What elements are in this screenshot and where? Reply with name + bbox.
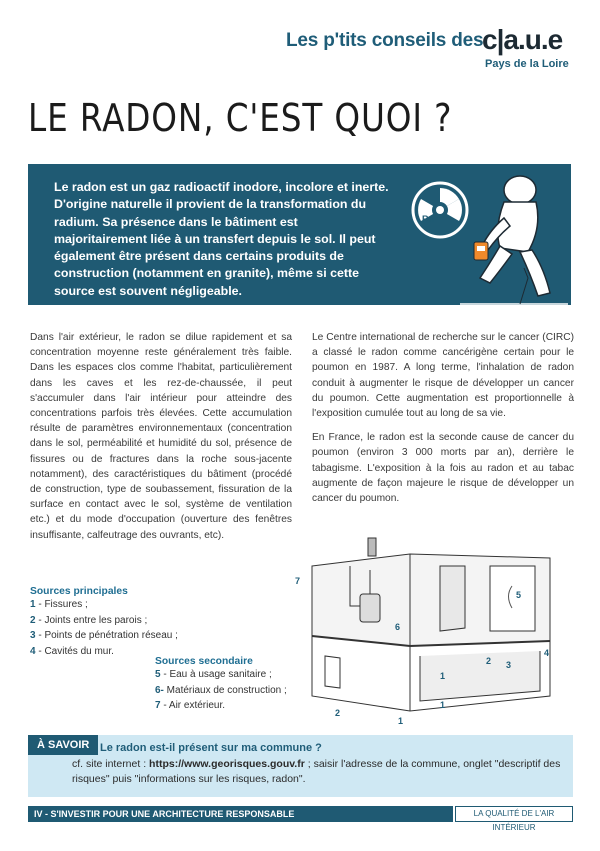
radiation-icon bbox=[413, 183, 469, 237]
diagram-label: 3 bbox=[506, 660, 512, 670]
page-title: LE RADON, C'EST QUOI ? bbox=[28, 96, 453, 140]
sources-secondary-list bbox=[155, 656, 287, 714]
body-paragraph: En France, le radon est la seconde cause de cancer du poumon (environ 3 000 morts par an), derrière le tabagisme. L'exposition à la fois au radon et au tabac augmente de façon majeure le risque de développer un cancer du poumon. bbox=[312, 432, 574, 505]
georisques-link[interactable]: https://www.georisques.gouv.fr bbox=[149, 758, 305, 770]
footer-topic-label: LA QUALITÉ DE L'AIR INTÉRIEUR bbox=[455, 806, 573, 822]
caue-logo-subtitle: Pays de la Loire bbox=[485, 58, 569, 70]
body-column-left: Dans l'air extérieur, le radon se dilue rapidement et sa concentration moyenne reste généralement très faible. Dans les espaces clos comme l'habitat, particulièrement dans les caves et les rez-de-chaussée, il peut s'accumuler dans l'air intérieur pour atteindre des concentrations parfois très élevées. Cette accumulation résulte de paramètres environnementaux (concentration dans le sol, perméabilité et humidité du sol, présence de fissures ou de fractures dans la roche sous-jacente notamment), des caractéristiques du bâtiment (procédé de construction, type de soubassement, fissuration de la surface en contact avec le sol, système de ventilation etc.) et du mode d'occupation (ouverture des fenêtres insuffisante, calfeutrage des ouvrants, etc). bbox=[30, 332, 292, 541]
footer-section-label: IV - S'INVESTIR POUR UNE ARCHITECTURE RESPONSABLE bbox=[28, 806, 453, 822]
diagram-label: 1 bbox=[398, 716, 404, 726]
diagram-label: 2 bbox=[486, 656, 492, 666]
diagram-label: 5 bbox=[516, 590, 522, 600]
intro-text: Le radon est un gaz radioactif inodore, incolore et inerte. D'origine naturelle il provient de la transformation du radium. Sa présence dans le bâtiment est majoritairement liée à un transfert depuis le sol. Il peut également être présent dans certains produits de construction (notamment en granite), même si cette source est souvent négligeable. bbox=[54, 180, 389, 298]
list-item: 2 - Joints entre les parois ; bbox=[30, 614, 148, 626]
body-paragraph: Le Centre international de recherche sur le cancer (CIRC) a classé le radon comme cancérigène certain pour le poumon en 1987. A long terme, l'inhalation de radon conduit à augmenter le risque de développer un cancer du poumon. Cette augmentation est proportionnelle à l'exposition cumulée tout au long de sa vie. bbox=[312, 332, 574, 420]
person-figure bbox=[480, 176, 550, 296]
list-item: 3 - Points de pénétration réseau ; bbox=[30, 630, 178, 641]
caue-logo: c|a.u.e bbox=[482, 24, 563, 55]
sources-main-title: Sources principales bbox=[30, 586, 128, 597]
list-item: 1 - Fissures ; bbox=[30, 599, 88, 610]
diagram-label: 2 bbox=[335, 708, 341, 718]
rn-label: Rn bbox=[422, 214, 434, 224]
diagram-label: 4 bbox=[544, 648, 550, 658]
house-cutaway-diagram bbox=[290, 536, 580, 736]
diagram-label: 7 bbox=[295, 576, 301, 586]
diagram-label: 6 bbox=[395, 622, 401, 632]
body-column-right bbox=[312, 330, 574, 515]
sources-main-list bbox=[30, 586, 178, 659]
sources-secondary-title: Sources secondaire bbox=[155, 656, 253, 667]
brand-tagline: Les p'tits conseils des bbox=[286, 30, 484, 51]
radon-detector-icon bbox=[474, 242, 488, 260]
a-savoir-badge: À SAVOIR bbox=[28, 735, 98, 755]
a-savoir-question: Le radon est-il présent sur ma commune ? bbox=[100, 742, 322, 754]
list-item: 7 - Air extérieur. bbox=[155, 700, 226, 711]
list-item: 6- Matériaux de construction ; bbox=[155, 684, 287, 696]
a-savoir-text: cf. site internet : https://www.georisques.gouv.fr ; saisir l'adresse de la commune, onglet "descriptif des risques" puis "informations sur les risques, radon". bbox=[72, 758, 561, 785]
list-item: 4 - Cavités du mur. bbox=[30, 645, 114, 657]
diagram-label: 1 bbox=[440, 700, 446, 710]
person-with-detector-illustration bbox=[400, 168, 568, 308]
diagram-label: 1 bbox=[440, 671, 446, 681]
list-item: 5 - Eau à usage sanitaire ; bbox=[155, 669, 272, 680]
